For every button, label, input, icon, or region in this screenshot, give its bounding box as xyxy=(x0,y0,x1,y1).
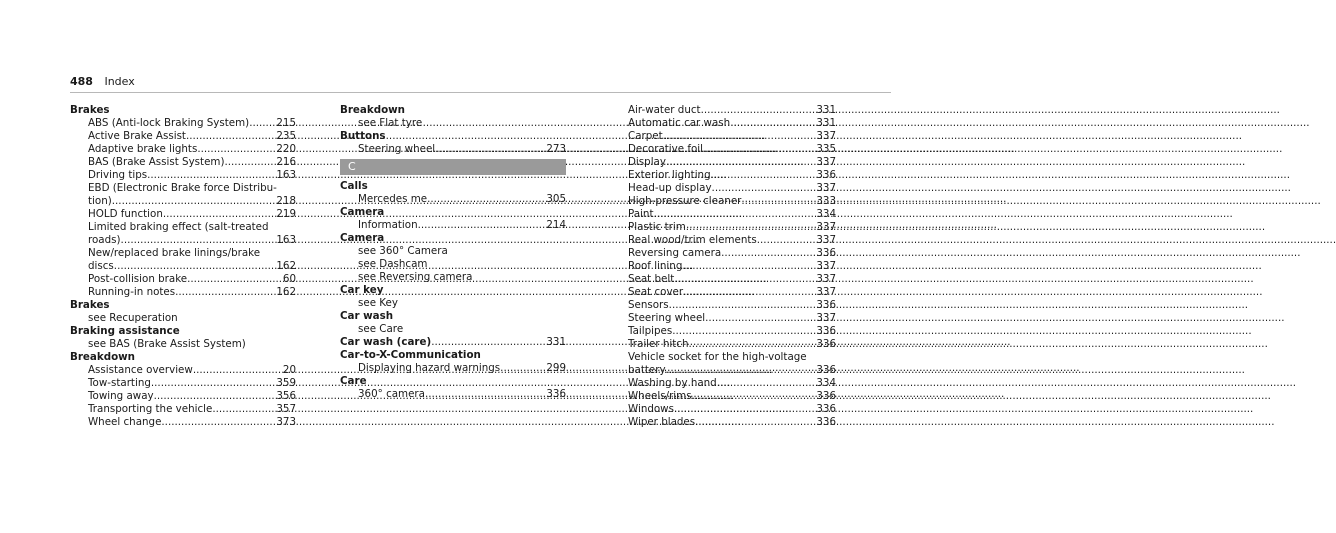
index-subentry xyxy=(70,338,296,351)
dot-leader xyxy=(730,117,812,130)
entry-text: Assistance overview xyxy=(88,364,193,376)
dot-leader xyxy=(161,416,272,429)
entry-text: Wiper blades xyxy=(628,416,696,428)
dot-leader xyxy=(154,390,272,403)
page-reference[interactable]: 373 xyxy=(276,416,296,428)
section-title: Index xyxy=(104,75,135,88)
page-reference[interactable]: 334 xyxy=(816,208,836,220)
dot-leader xyxy=(121,234,272,247)
dot-leader xyxy=(674,273,812,286)
index-subentry xyxy=(610,156,836,169)
dot-leader xyxy=(418,219,542,232)
index-subentry xyxy=(70,312,296,325)
entry-text: Roof lining xyxy=(628,260,683,272)
index-subentry xyxy=(610,104,836,117)
index-subentry xyxy=(340,219,566,232)
index-term: Car-to-X-Communication xyxy=(340,349,481,361)
index-subentry xyxy=(610,182,836,195)
index-subentry xyxy=(70,234,296,247)
entry-text: tion) xyxy=(88,195,112,207)
entry-text: New/replaced brake linings/brake xyxy=(88,247,261,259)
index-subentry xyxy=(610,143,836,156)
entry-text: see Flat tyre xyxy=(358,117,423,129)
dot-leader xyxy=(741,195,812,208)
index-subentry xyxy=(70,182,296,195)
index-term: Calls xyxy=(340,180,368,192)
entry-text: Decorative foil xyxy=(628,143,704,155)
index-subentry xyxy=(610,351,836,364)
page-reference[interactable]: 359 xyxy=(276,377,296,389)
index-subentry xyxy=(70,195,296,208)
entry-text: see Care xyxy=(358,323,404,335)
index-term: Camera xyxy=(340,232,385,244)
header-rule xyxy=(70,92,891,93)
entry-text: Running-in notes xyxy=(88,286,176,298)
entry-text: Air-water duct xyxy=(628,104,701,116)
entry-text: Displaying hazard warnings xyxy=(358,362,501,374)
index-column-1 xyxy=(70,104,296,429)
entry-text: Exterior lighting xyxy=(628,169,711,181)
entry-text: see 360° Camera xyxy=(358,245,448,257)
index-subentry xyxy=(70,377,296,390)
dot-leader xyxy=(249,117,272,130)
entry-text: Sensors xyxy=(628,299,669,311)
entry-text: Vehicle socket for the high-voltage xyxy=(628,351,807,363)
index-subentry xyxy=(340,388,566,401)
index-subentry xyxy=(70,403,296,416)
page-reference[interactable]: 336 xyxy=(816,325,836,337)
index-subentry xyxy=(70,208,296,221)
index-subentry xyxy=(610,208,836,221)
entry-text: Towing away xyxy=(88,390,154,402)
index-subentry xyxy=(610,234,836,247)
dot-leader xyxy=(711,169,812,182)
entry-text: Paint xyxy=(628,208,654,220)
index-subentry xyxy=(70,117,296,130)
entry-text: discs xyxy=(88,260,114,272)
page-reference[interactable]: 219 xyxy=(276,208,296,220)
index-term: Buttons xyxy=(340,130,386,142)
dot-leader xyxy=(112,195,272,208)
page-reference[interactable]: 235 xyxy=(276,130,296,142)
index-subentry xyxy=(340,193,566,206)
page-reference[interactable]: 218 xyxy=(276,195,296,207)
entry-text: HOLD function xyxy=(88,208,163,220)
dot-leader xyxy=(692,390,812,403)
index-subentry xyxy=(610,403,836,416)
page-reference[interactable]: 336 xyxy=(816,338,836,350)
index-subentry xyxy=(70,273,296,286)
page-reference[interactable]: 220 xyxy=(276,143,296,155)
dot-leader xyxy=(683,286,812,299)
index-term: Breakdown xyxy=(340,104,405,116)
dot-leader xyxy=(500,362,542,375)
entry-text: Trailer hitch xyxy=(628,338,689,350)
dot-leader xyxy=(224,156,272,169)
index-term: Brakes xyxy=(70,104,110,116)
page-reference[interactable]: 331 xyxy=(546,336,566,348)
dot-leader xyxy=(703,143,812,156)
index-subentry xyxy=(610,221,836,234)
index-subentry xyxy=(70,156,296,169)
entry-text: Head-up display xyxy=(628,182,712,194)
index-subentry xyxy=(340,323,566,336)
index-subentry xyxy=(610,299,836,312)
page-header xyxy=(70,75,135,89)
index-term: Car wash xyxy=(340,310,394,322)
index-subentry xyxy=(70,169,296,182)
index-subentry xyxy=(610,260,836,273)
entry-text: see Recuperation xyxy=(88,312,178,324)
dot-leader xyxy=(712,182,812,195)
entry-text: Steering wheel xyxy=(358,143,436,155)
index-subentry xyxy=(610,364,836,377)
dot-leader xyxy=(757,234,812,247)
dot-leader xyxy=(674,403,812,416)
entry-text: High-pressure cleaner xyxy=(628,195,742,207)
index-subentry xyxy=(610,312,836,325)
entry-text: see Reversing camera xyxy=(358,271,473,283)
dot-leader xyxy=(705,312,812,325)
page-reference[interactable]: 20 xyxy=(282,364,296,376)
index-subentry xyxy=(610,130,836,143)
entry-text: see Dashcam xyxy=(358,258,428,270)
page-reference[interactable]: 331 xyxy=(816,117,836,129)
dot-leader xyxy=(175,286,272,299)
page-reference[interactable]: 337 xyxy=(816,286,836,298)
index-subentry xyxy=(70,260,296,273)
entry-text: Active Brake Assist xyxy=(88,130,186,142)
entry-text: battery xyxy=(628,364,666,376)
entry-text: roads) xyxy=(88,234,121,246)
page-reference[interactable]: 337 xyxy=(816,260,836,272)
entry-text: Steering wheel xyxy=(628,312,706,324)
dot-leader xyxy=(721,247,812,260)
entry-text: see Key xyxy=(358,297,398,309)
page-reference[interactable]: 336 xyxy=(816,169,836,181)
entry-text: Adaptive brake lights xyxy=(88,143,198,155)
dot-leader xyxy=(435,143,542,156)
index-subentry xyxy=(610,416,836,429)
index-term: Breakdown xyxy=(70,351,135,363)
dot-leader xyxy=(151,377,272,390)
dot-leader xyxy=(212,403,272,416)
index-subentry xyxy=(610,325,836,338)
entry-text: Display xyxy=(628,156,666,168)
entry-text: Reversing camera xyxy=(628,247,722,259)
dot-leader xyxy=(717,377,812,390)
index-subentry xyxy=(70,364,296,377)
index-subentry xyxy=(610,390,836,403)
entry-text: Automatic car wash xyxy=(628,117,731,129)
index-column-2 xyxy=(340,104,566,401)
page-reference[interactable]: 336 xyxy=(816,299,836,311)
page-reference[interactable]: 337 xyxy=(816,273,836,285)
entry-text: EBD (Electronic Brake force Distribu- xyxy=(88,182,277,194)
page-reference[interactable]: 356 xyxy=(276,390,296,402)
index-subentry xyxy=(70,247,296,260)
page-reference[interactable]: 336 xyxy=(546,388,566,400)
entry-text: BAS (Brake Assist System) xyxy=(88,156,225,168)
index-subentry xyxy=(340,362,566,375)
index-column-3 xyxy=(610,104,836,429)
entry-text: Tailpipes xyxy=(628,325,673,337)
index-subentry xyxy=(70,416,296,429)
index-subentry xyxy=(340,271,566,284)
dot-leader xyxy=(147,169,272,182)
page-reference[interactable]: 216 xyxy=(276,156,296,168)
entry-text: Wheel change xyxy=(88,416,162,428)
index-subentry xyxy=(610,273,836,286)
entry-text: Seat belt xyxy=(628,273,675,285)
dot-leader xyxy=(425,388,542,401)
index-subentry xyxy=(610,195,836,208)
index-subentry xyxy=(340,297,566,310)
page-reference[interactable]: 215 xyxy=(276,117,296,129)
index-subentry xyxy=(340,117,566,130)
page-reference[interactable]: 337 xyxy=(816,312,836,324)
index-term: Care xyxy=(340,375,367,387)
dot-leader xyxy=(663,130,812,143)
page-reference[interactable]: 337 xyxy=(816,234,836,246)
index-term-with-page xyxy=(340,336,566,349)
page-reference[interactable]: 337 xyxy=(816,182,836,194)
index-subentry xyxy=(610,117,836,130)
page-reference[interactable]: 336 xyxy=(816,403,836,415)
page-reference[interactable]: 334 xyxy=(816,377,836,389)
index-term: Car key xyxy=(340,284,384,296)
dot-leader xyxy=(197,143,272,156)
index-term: Brakes xyxy=(70,299,110,311)
index-subentry xyxy=(340,245,566,258)
page-reference[interactable]: 336 xyxy=(816,390,836,402)
page-reference[interactable]: 331 xyxy=(816,104,836,116)
page-reference[interactable]: 335 xyxy=(816,143,836,155)
entry-text: Seat cover xyxy=(628,286,684,298)
entry-text: Tow-starting xyxy=(88,377,151,389)
entry-text: Carpet xyxy=(628,130,663,142)
entry-text: see BAS (Brake Assist System) xyxy=(88,338,246,350)
index-subentry xyxy=(610,247,836,260)
page-reference[interactable]: 336 xyxy=(816,364,836,376)
page-reference[interactable]: 162 xyxy=(276,260,296,272)
page-reference[interactable]: 273 xyxy=(546,143,566,155)
dot-leader xyxy=(701,104,812,117)
dot-leader xyxy=(431,336,542,349)
index-letter-heading: C xyxy=(340,159,566,175)
page-reference[interactable]: 337 xyxy=(816,130,836,142)
dot-leader xyxy=(669,299,812,312)
dot-leader xyxy=(695,416,812,429)
page-reference[interactable]: 162 xyxy=(276,286,296,298)
dot-leader xyxy=(672,325,812,338)
index-subentry xyxy=(70,221,296,234)
entry-text: Plastic trim xyxy=(628,221,686,233)
dot-leader xyxy=(666,364,812,377)
entry-text: Real wood/trim elements xyxy=(628,234,757,246)
index-term: Camera xyxy=(340,206,385,218)
dot-leader xyxy=(666,156,812,169)
index-subentry xyxy=(610,286,836,299)
page-reference[interactable]: 336 xyxy=(816,416,836,428)
dot-leader xyxy=(187,273,272,286)
dot-leader xyxy=(186,130,272,143)
dot-leader xyxy=(653,208,812,221)
entry-text: Information xyxy=(358,219,418,231)
index-term: Braking assistance xyxy=(70,325,180,337)
entry-text: Car wash (care) xyxy=(340,336,432,348)
entry-text: Post-collision brake xyxy=(88,273,188,285)
entry-text: Transporting the vehicle xyxy=(88,403,213,415)
index-subentry xyxy=(70,130,296,143)
dot-leader xyxy=(686,221,812,234)
page-reference[interactable]: 163 xyxy=(276,169,296,181)
page-reference[interactable]: 336 xyxy=(816,247,836,259)
page-reference[interactable]: 299 xyxy=(546,362,566,374)
page-reference[interactable]: 163 xyxy=(276,234,296,246)
entry-text: Driving tips xyxy=(88,169,148,181)
index-subentry xyxy=(70,390,296,403)
entry-text: Wheels/rims xyxy=(628,390,692,402)
page-reference[interactable]: 337 xyxy=(816,156,836,168)
dot-leader xyxy=(114,260,272,273)
entry-text: Washing by hand xyxy=(628,377,717,389)
page-number: 488 xyxy=(70,75,93,88)
index-subentry xyxy=(610,169,836,182)
page-reference[interactable]: 333 xyxy=(816,195,836,207)
dot-leader xyxy=(682,260,812,273)
dot-leader xyxy=(427,193,542,206)
dot-leader xyxy=(163,208,272,221)
dot-leader xyxy=(193,364,272,377)
page-reference[interactable]: 60 xyxy=(282,273,296,285)
page-reference[interactable]: 337 xyxy=(816,221,836,233)
entry-text: Windows xyxy=(628,403,674,415)
index-subentry xyxy=(610,338,836,351)
entry-text: Mercedes me xyxy=(358,193,428,205)
page-reference[interactable]: 305 xyxy=(546,193,566,205)
index-subentry xyxy=(70,286,296,299)
page-reference[interactable]: 357 xyxy=(276,403,296,415)
dot-leader xyxy=(689,338,813,351)
index-subentry xyxy=(340,143,566,156)
index-subentry xyxy=(70,143,296,156)
entry-text: Limited braking effect (salt-treated xyxy=(88,221,269,233)
index-subentry xyxy=(340,258,566,271)
entry-text: 360° camera xyxy=(358,388,425,400)
page-reference[interactable]: 214 xyxy=(546,219,566,231)
entry-text: ABS (Anti-lock Braking System) xyxy=(88,117,250,129)
index-subentry xyxy=(610,377,836,390)
